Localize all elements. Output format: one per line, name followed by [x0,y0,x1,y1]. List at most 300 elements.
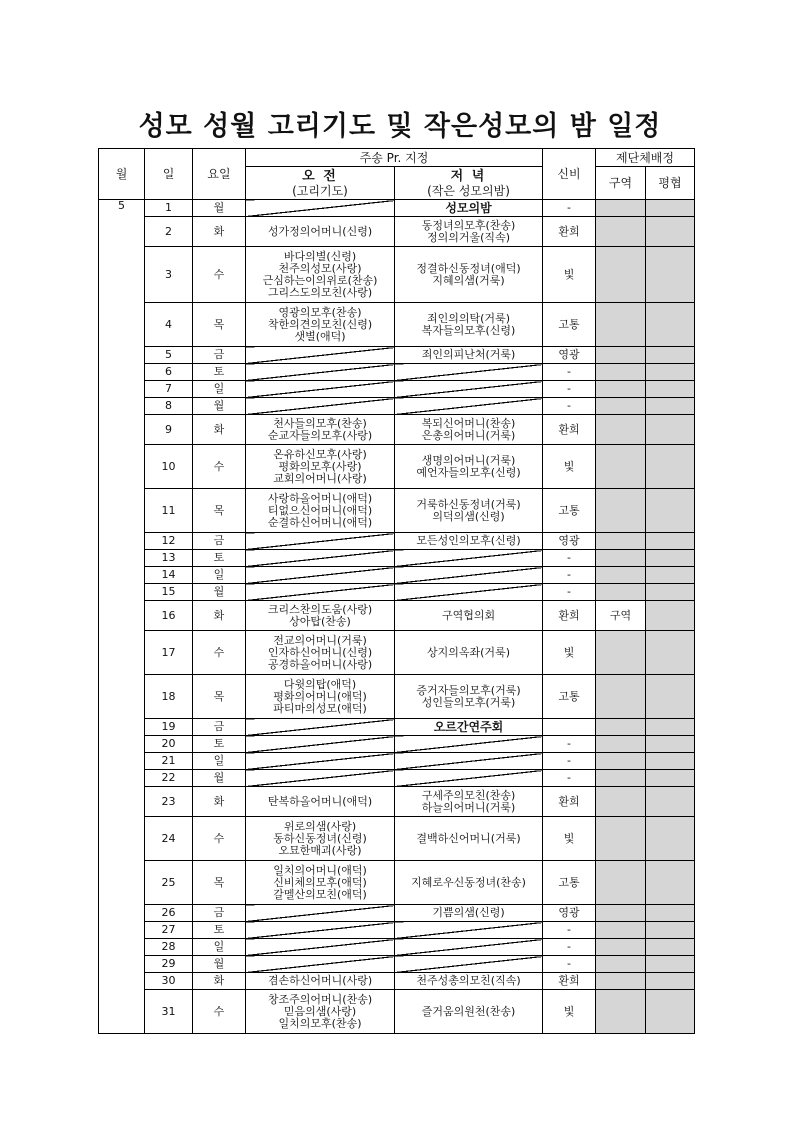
table-row [99,719,695,736]
altar-layman-cell [646,347,695,364]
evening-cell [395,347,543,364]
weekday-cell: 수 [193,990,246,1034]
altar-district-cell [596,550,646,567]
weekday-cell: 화 [193,787,246,817]
header-weekday: 요일 [193,149,246,200]
evening-cell [395,445,543,489]
evening-prayer-line: 성인들의모후(거룩) [421,695,516,709]
evening-cell [395,770,543,787]
morning-cell [246,675,395,719]
altar-layman-cell [646,631,695,675]
morning-cell [246,489,395,533]
evening-cell [395,939,543,956]
morning-prayer-line: 일치의모후(찬송) [278,1016,362,1030]
evening-prayer-line: 오르간연주회 [433,720,504,734]
altar-district-cell [596,973,646,990]
table-row [99,753,695,770]
table-row [99,990,695,1034]
table-row [99,415,695,445]
altar-district-cell [596,567,646,584]
evening-prayer-line: 상지의옥좌(거룩) [427,645,510,659]
table-row [99,445,695,489]
weekday-cell: 금 [193,347,246,364]
altar-district-cell [596,905,646,922]
day-cell: 17 [145,631,193,675]
evening-prayer-line: 의덕의샘(신령) [432,509,505,523]
evening-cell [395,861,543,905]
altar-layman-cell [646,247,695,303]
morning-prayer-line: 순결하신어머니(애덕) [267,515,373,529]
morning-prayer-line: 공경하올어머니(사랑) [267,657,373,671]
evening-prayer-line: 천주성총의모친(직속) [416,974,521,987]
weekday-cell: 수 [193,631,246,675]
table-row [99,956,695,973]
day-cell: 25 [145,861,193,905]
schedule-table [98,148,695,1034]
altar-layman-cell [646,200,695,217]
morning-cell [246,905,395,922]
morning-cell [246,364,395,381]
altar-layman-cell [646,973,695,990]
altar-district-cell [596,489,646,533]
weekday-cell: 일 [193,753,246,770]
mystery-cell: - [543,956,596,973]
evening-cell [395,381,543,398]
altar-district-cell [596,415,646,445]
page-title: 성모 성월 고리기도 및 작은성모의 밤 일정 [138,111,662,142]
evening-cell [395,990,543,1034]
table-row [99,247,695,303]
altar-district-cell [596,445,646,489]
altar-district-cell [596,719,646,736]
weekday-cell: 토 [193,922,246,939]
table-row [99,200,695,217]
mystery-cell: - [543,753,596,770]
table-row [99,675,695,719]
morning-prayer-line: 순교자들의모후(사랑) [267,428,373,442]
day-cell: 12 [145,533,193,550]
mystery-cell: 환희 [543,973,596,990]
table-row [99,922,695,939]
day-cell: 1 [145,200,193,217]
evening-prayer-line: 죄인의피난처(거룩) [421,348,516,361]
mystery-cell: - [543,770,596,787]
day-cell: 23 [145,787,193,817]
mystery-cell: 영광 [543,347,596,364]
altar-district-cell [596,753,646,770]
evening-prayer-line: 기쁨의샘(신령) [432,906,505,919]
mystery-cell: 고통 [543,303,596,347]
morning-prayer-line: 티없으신어머니(애덕) [267,503,373,517]
morning-cell [246,817,395,861]
morning-prayer-line: 신비체의모후(애덕) [273,875,367,889]
altar-layman-cell [646,533,695,550]
altar-district-cell [596,817,646,861]
evening-prayer-line: 예언자들의모후(신령) [416,465,521,479]
evening-prayer-line: 은총의어머니(거룩) [421,428,516,442]
morning-prayer-line: 전교의어머니(거룩) [273,633,367,647]
day-cell: 28 [145,939,193,956]
weekday-cell: 월 [193,584,246,601]
weekday-cell: 월 [193,956,246,973]
morning-cell [246,753,395,770]
evening-cell [395,973,543,990]
evening-cell [395,584,543,601]
mystery-cell: 고통 [543,675,596,719]
morning-cell [246,601,395,631]
altar-layman-cell [646,381,695,398]
morning-prayer-line: 동하신동정녀(신령) [273,831,367,845]
weekday-cell: 수 [193,445,246,489]
altar-district-cell [596,584,646,601]
morning-cell [246,381,395,398]
altar-layman-cell [646,956,695,973]
table-row [99,381,695,398]
altar-layman-cell [646,550,695,567]
header-evening-main: 저 녁 [450,168,487,184]
table-row [99,631,695,675]
evening-prayer-line: 죄인의의탁(거룩) [427,311,510,325]
altar-district-cell [596,922,646,939]
day-cell: 19 [145,719,193,736]
mystery-cell: - [543,939,596,956]
header-mystery: 신비 [543,149,596,200]
morning-prayer-line: 천주의성모(사랑) [278,261,362,275]
altar-layman-cell [646,675,695,719]
weekday-cell: 금 [193,533,246,550]
altar-layman-cell [646,489,695,533]
morning-prayer-line: 바다의별(신령) [283,249,357,263]
evening-cell [395,601,543,631]
morning-cell [246,347,395,364]
morning-cell [246,398,395,415]
altar-layman-cell [646,719,695,736]
altar-district-cell [596,303,646,347]
header-morning-main: 오 전 [302,168,338,184]
day-cell: 10 [145,445,193,489]
mystery-cell: 영광 [543,905,596,922]
morning-prayer-line: 그리스도의모친(사랑) [267,285,373,299]
mystery-cell: - [543,364,596,381]
day-cell: 15 [145,584,193,601]
altar-layman-cell [646,905,695,922]
morning-prayer-line: 창조주의어머니(찬송) [267,992,373,1006]
morning-cell [246,631,395,675]
mystery-cell: 빛 [543,631,596,675]
table-row [99,533,695,550]
morning-cell [246,736,395,753]
altar-layman-cell [646,817,695,861]
day-cell: 2 [145,217,193,247]
evening-prayer-line: 거룩하신동정녀(거룩) [416,497,521,511]
evening-prayer-line: 정결하신동정녀(애덕) [416,261,521,275]
altar-district-cell [596,736,646,753]
morning-prayer-line: 파티마의성모(애덕) [273,701,367,715]
morning-prayer-line: 샛별(애덕) [294,329,346,343]
altar-district-cell [596,347,646,364]
morning-prayer-line: 크리스찬의도움(사랑) [267,602,373,616]
weekday-cell: 토 [193,550,246,567]
evening-cell [395,200,543,217]
header-altar: 제단체배정 [596,149,695,167]
morning-prayer-line: 교회의어머니(사랑) [273,471,367,485]
evening-prayer-line: 모든성인의모후(신령) [416,534,521,547]
evening-cell [395,956,543,973]
weekday-cell: 목 [193,489,246,533]
header-month: 월 [99,149,145,200]
morning-prayer-line: 사랑하올어머니(애덕) [267,491,373,505]
morning-cell [246,990,395,1034]
morning-prayer-line: 믿음의샘(사랑) [283,1004,357,1018]
day-cell: 18 [145,675,193,719]
morning-cell [246,973,395,990]
morning-cell [246,217,395,247]
morning-prayer-line: 영광의모후(찬송) [278,305,362,319]
mystery-cell: - [543,736,596,753]
evening-cell [395,905,543,922]
morning-cell [246,533,395,550]
altar-layman-cell [646,922,695,939]
evening-cell [395,817,543,861]
mystery-cell: 고통 [543,489,596,533]
evening-cell [395,719,543,736]
evening-cell [395,247,543,303]
morning-cell [246,861,395,905]
altar-layman-cell [646,303,695,347]
weekday-cell: 금 [193,719,246,736]
altar-district-cell [596,787,646,817]
morning-prayer-line: 위로의샘(사랑) [283,819,357,833]
altar-layman-cell [646,861,695,905]
morning-cell [246,922,395,939]
mystery-cell: - [543,200,596,217]
altar-layman-cell [646,787,695,817]
day-cell: 16 [145,601,193,631]
altar-layman-cell [646,770,695,787]
mystery-cell: 빛 [543,817,596,861]
evening-prayer-line: 성모의밤 [445,201,492,215]
altar-district-cell [596,770,646,787]
altar-layman-cell [646,990,695,1034]
morning-prayer-line: 성가정의어머니(신령) [267,224,373,238]
evening-prayer-line: 생명의어머니(거룩) [421,453,516,467]
weekday-cell: 화 [193,973,246,990]
day-cell: 3 [145,247,193,303]
evening-cell [395,675,543,719]
table-row [99,303,695,347]
header-evening-sub: (작은 성모의밤) [427,183,510,198]
mystery-cell: 환희 [543,601,596,631]
evening-prayer-line: 결백하신어머니(거룩) [416,831,521,845]
evening-cell [395,922,543,939]
table-row [99,584,695,601]
altar-layman-cell [646,753,695,770]
altar-layman-cell [646,415,695,445]
altar-district-cell [596,533,646,550]
day-cell: 26 [145,905,193,922]
evening-cell [395,631,543,675]
weekday-cell: 일 [193,381,246,398]
altar-district-cell [596,631,646,675]
morning-cell [246,567,395,584]
morning-cell [246,550,395,567]
day-cell: 11 [145,489,193,533]
weekday-cell: 일 [193,567,246,584]
morning-cell [246,247,395,303]
mystery-cell: - [543,398,596,415]
morning-prayer-line: 겸손하신어머니(사랑) [267,974,373,987]
weekday-cell: 화 [193,217,246,247]
weekday-cell: 목 [193,861,246,905]
morning-cell [246,956,395,973]
mystery-cell: 빛 [543,990,596,1034]
evening-prayer-line: 구역협의회 [441,608,496,622]
day-cell: 20 [145,736,193,753]
weekday-cell: 월 [193,200,246,217]
day-cell: 29 [145,956,193,973]
table-row [99,787,695,817]
day-cell: 7 [145,381,193,398]
altar-layman-cell [646,398,695,415]
mystery-cell: - [543,550,596,567]
altar-district-cell [596,247,646,303]
evening-prayer-line: 증거자들의모후(거룩) [416,683,521,697]
schedule-rows [99,200,695,1034]
day-cell: 9 [145,415,193,445]
morning-prayer-line: 착한의견의모친(신령) [267,317,373,331]
table-row [99,347,695,364]
mystery-cell: 환희 [543,787,596,817]
evening-prayer-line: 하늘의어머니(거룩) [421,800,516,814]
day-cell: 13 [145,550,193,567]
weekday-cell: 목 [193,303,246,347]
altar-district-cell [596,217,646,247]
table-row [99,736,695,753]
evening-cell [395,415,543,445]
morning-cell [246,303,395,347]
morning-cell [246,584,395,601]
weekday-cell: 월 [193,398,246,415]
weekday-cell: 토 [193,736,246,753]
altar-district-cell [596,675,646,719]
mystery-cell: - [543,567,596,584]
header-day: 일 [145,149,193,200]
altar-district-cell [596,990,646,1034]
altar-district-cell [596,861,646,905]
morning-cell [246,939,395,956]
evening-prayer-line: 지혜로우신동정녀(찬송) [411,875,526,889]
weekday-cell: 금 [193,905,246,922]
mystery-cell: - [543,584,596,601]
evening-prayer-line: 복되신어머니(찬송) [421,416,516,430]
weekday-cell: 일 [193,939,246,956]
evening-cell [395,736,543,753]
altar-layman-cell [646,364,695,381]
day-cell: 22 [145,770,193,787]
day-cell: 5 [145,347,193,364]
morning-prayer-line: 인자하신어머니(신령) [267,645,373,659]
evening-cell [395,533,543,550]
header-evening [395,167,543,200]
mystery-cell: 고통 [543,861,596,905]
morning-cell [246,770,395,787]
evening-prayer-line: 동정녀의모후(찬송) [421,218,516,232]
altar-layman-cell [646,736,695,753]
month-cell: 5 [99,200,145,1034]
evening-cell [395,364,543,381]
mystery-cell: 환희 [543,415,596,445]
morning-prayer-line: 탄복하올어머니(애덕) [267,794,373,808]
table-row [99,939,695,956]
day-cell: 21 [145,753,193,770]
evening-cell [395,303,543,347]
morning-prayer-line: 갈멜산의모친(애덕) [273,887,367,901]
day-cell: 8 [145,398,193,415]
table-row [99,817,695,861]
header-morning [246,167,395,200]
mystery-cell: 영광 [543,533,596,550]
altar-district-cell [596,398,646,415]
day-cell: 14 [145,567,193,584]
evening-prayer-line: 지혜의샘(거룩) [432,273,505,287]
table-row [99,861,695,905]
header-morning-sub: (고리기도) [292,183,348,198]
table-row [99,398,695,415]
altar-district-cell [596,956,646,973]
morning-prayer-line: 오묘한매괴(사랑) [278,843,362,857]
altar-layman-cell [646,217,695,247]
altar-district-cell: 구역 [596,601,646,631]
table-row [99,364,695,381]
day-cell: 27 [145,922,193,939]
morning-prayer-line: 천사들의모후(찬송) [273,416,367,430]
evening-prayer-line: 즐거움의원천(찬송) [421,1004,516,1018]
header-group: 주송 Pr. 지정 [246,149,543,167]
day-cell: 6 [145,364,193,381]
evening-cell [395,398,543,415]
header-altar-district: 구역 [596,167,646,200]
weekday-cell: 화 [193,601,246,631]
evening-prayer-line: 구세주의모친(찬송) [421,788,516,802]
table-row [99,489,695,533]
day-cell: 24 [145,817,193,861]
day-cell: 31 [145,990,193,1034]
evening-prayer-line: 복자들의모후(신령) [421,323,516,337]
morning-prayer-line: 평화의어머니(애덕) [273,689,367,703]
morning-prayer-line: 근심하는이의위로(찬송) [262,273,378,287]
mystery-cell: - [543,922,596,939]
weekday-cell: 수 [193,817,246,861]
weekday-cell: 목 [193,675,246,719]
header-altar-layman: 평협 [646,167,695,200]
morning-prayer-line: 상아탑(찬송) [289,614,351,628]
evening-cell [395,489,543,533]
morning-cell [246,787,395,817]
weekday-cell: 수 [193,247,246,303]
evening-cell [395,217,543,247]
table-row [99,905,695,922]
altar-layman-cell [646,567,695,584]
mystery-cell: - [543,381,596,398]
table-row [99,550,695,567]
altar-district-cell [596,381,646,398]
weekday-cell: 토 [193,364,246,381]
table-row [99,601,695,631]
weekday-cell: 화 [193,415,246,445]
altar-district-cell [596,200,646,217]
mystery-cell: 빛 [543,445,596,489]
mystery-cell [543,719,596,736]
